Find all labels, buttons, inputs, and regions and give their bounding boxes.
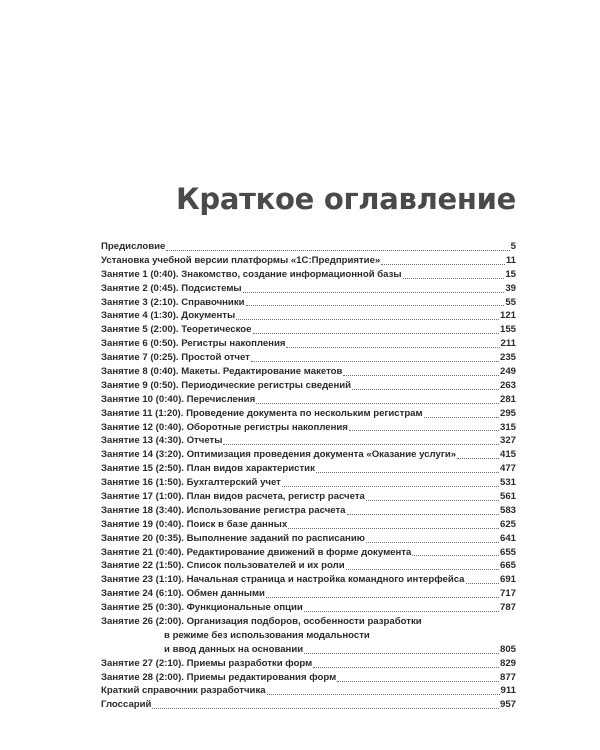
toc-entry[interactable]	[101, 504, 516, 518]
toc-entry[interactable]	[101, 282, 516, 296]
toc-entry-label: Занятие 14 (3:20). Оптимизация проведения документа «Оказание услуги»	[101, 449, 457, 461]
toc-entry-label: Предисловие	[101, 240, 166, 252]
toc-entry-page: 477	[499, 463, 516, 475]
toc-entry-page: 561	[499, 491, 516, 503]
toc-leader-dots	[366, 500, 499, 501]
toc-entry-page: 877	[499, 671, 516, 683]
toc-entry-label: Занятие 10 (0:40). Перечисления	[101, 393, 256, 405]
toc-entry-label: Занятие 13 (4:30). Отчеты	[101, 435, 223, 447]
toc-entry-label: Занятие 22 (1:50). Список пользователей и их роли	[101, 560, 345, 572]
toc-entry-label: Глоссарий	[101, 699, 152, 711]
toc-entry-label: Занятие 1 (0:40). Знакомство, создание информационной базы	[101, 268, 402, 280]
toc-entry-label: Занятие 6 (0:50). Регистры накопления	[101, 338, 286, 350]
toc-entry[interactable]	[101, 365, 516, 379]
toc-entry-label-line2: в режиме без использования модальности	[164, 629, 370, 641]
toc-entry-label: Занятие 3 (2:10). Справочники	[101, 296, 245, 308]
toc-entry-page: 315	[499, 421, 516, 433]
toc-leader-dots	[166, 250, 509, 251]
toc-leader-dots	[267, 694, 500, 695]
toc-entry-page: 655	[499, 546, 516, 558]
toc-entry-label: Занятие 16 (1:50). Бухгалтерский учет	[101, 477, 281, 489]
toc-entry-page: 39	[505, 282, 516, 294]
toc-entry-label: Занятие 24 (6:10). Обмен данными	[101, 588, 265, 600]
toc-entry-page: 665	[499, 560, 516, 572]
toc-entry-page: 263	[499, 379, 516, 391]
toc-entry[interactable]	[101, 434, 516, 448]
toc-entry-label: Занятие 15 (2:50). План видов характеристик	[101, 463, 315, 475]
toc-entry-label: Занятие 20 (0:35). Выполнение заданий по расписанию	[101, 532, 365, 544]
toc-entry-page: 911	[500, 685, 516, 697]
toc-entry-page: 11	[505, 254, 516, 266]
toc-leader-dots	[381, 264, 505, 265]
toc-leader-dots	[349, 430, 499, 431]
toc-entry-label: Занятие 2 (0:45). Подсистемы	[101, 282, 242, 294]
toc-entry[interactable]	[101, 671, 516, 685]
toc-entry-page: 415	[499, 449, 516, 461]
toc-entry-label: Занятие 21 (0:40). Редактирование движений в форме документа	[101, 546, 412, 558]
toc-entry[interactable]	[101, 615, 516, 657]
toc-leader-dots	[366, 542, 499, 543]
toc-entry-page: 295	[499, 407, 516, 419]
toc-leader-dots	[243, 292, 505, 293]
toc-entry-label: Установка учебной версии платформы «1С:Предприятие»	[101, 254, 381, 266]
toc-entry-label: Занятие 26 (2:00). Организация подборов, особенности разработки	[101, 616, 422, 628]
toc-leader-dots	[352, 389, 499, 390]
toc-leader-dots	[316, 472, 499, 473]
toc-entry-page: 691	[499, 574, 516, 586]
toc-entry[interactable]	[101, 296, 516, 310]
toc-entry-label: Занятие 12 (0:40). Оборотные регистры накопления	[101, 421, 348, 433]
toc-entry[interactable]	[101, 448, 516, 462]
toc-leader-dots	[152, 708, 499, 709]
toc-entry[interactable]	[101, 323, 516, 337]
toc-entry-label: Занятие 5 (2:00). Теоретическое	[101, 324, 252, 336]
toc-entry-label: Занятие 28 (2:00). Приемы редактирования форм	[101, 671, 337, 683]
toc-entry[interactable]	[101, 657, 516, 671]
toc-entry-page: 531	[499, 477, 516, 489]
toc-entry-page: 5	[510, 240, 516, 252]
toc-entry[interactable]	[101, 546, 516, 560]
toc-entry-page: 717	[499, 588, 516, 600]
toc-entry[interactable]	[101, 337, 516, 351]
toc-entry[interactable]	[101, 268, 516, 282]
toc-leader-dots	[343, 375, 499, 376]
toc-entry-label: Занятие 9 (0:50). Периодические регистры сведений	[101, 379, 352, 391]
toc-leader-dots	[288, 528, 499, 529]
toc-entry[interactable]	[101, 462, 516, 476]
toc-entry[interactable]	[101, 407, 516, 421]
toc-entry-label: Занятие 18 (3:40). Использование регистра расчета	[101, 504, 346, 516]
toc-entry-label: Занятие 23 (1:10). Начальная страница и настройка командного интерфейса	[101, 574, 465, 586]
toc-entry-page: 15	[505, 268, 516, 280]
toc-entry-label: Краткий справочник разработчика	[101, 685, 266, 697]
toc-leader-dots	[346, 569, 499, 570]
toc-entry-label-line3: и ввод данных на основании	[164, 643, 304, 655]
toc-entry-label: Занятие 11 (1:20). Проведение документа по нескольким регистрам	[101, 407, 423, 419]
toc-leader-dots	[246, 305, 505, 306]
toc-entry[interactable]	[101, 698, 516, 712]
toc-entry-page: 625	[499, 518, 516, 530]
toc-entry-page: 235	[499, 352, 516, 364]
toc-entry[interactable]	[101, 254, 516, 268]
toc-leader-dots	[251, 361, 499, 362]
toc-leader-dots	[403, 278, 505, 279]
toc-entry[interactable]	[101, 518, 516, 532]
toc-entry[interactable]	[101, 587, 516, 601]
toc-entry-page: 249	[499, 366, 516, 377]
toc-leader-dots	[313, 667, 499, 668]
toc-entry[interactable]	[101, 309, 516, 323]
toc-entry-page: 957	[499, 699, 516, 711]
toc-entry-page: 829	[499, 657, 516, 669]
toc-entry-page: 805	[499, 643, 516, 655]
toc-leader-dots	[466, 583, 499, 584]
toc-leader-dots	[337, 681, 499, 682]
toc-entry[interactable]	[101, 379, 516, 393]
toc-entry[interactable]	[101, 559, 516, 573]
toc-leader-dots	[424, 417, 499, 418]
toc-entry[interactable]	[101, 476, 516, 490]
toc-leader-dots	[286, 347, 499, 348]
toc-leader-dots	[457, 458, 499, 459]
toc-leader-dots	[256, 403, 499, 404]
toc-leader-dots	[304, 653, 499, 654]
toc-entry-page: 583	[499, 504, 516, 516]
toc-entry-page: 641	[499, 532, 516, 544]
toc-entry-page: 787	[499, 602, 516, 614]
toc-entry[interactable]	[101, 421, 516, 435]
toc-entry[interactable]	[101, 490, 516, 504]
toc-entry-label: Занятие 19 (0:40). Поиск в базе данных	[101, 518, 288, 530]
toc-entry[interactable]	[101, 532, 516, 546]
toc-entry[interactable]	[101, 393, 516, 407]
toc-leader-dots	[236, 319, 499, 320]
toc-entry-label: Занятие 17 (1:00). План видов расчета, регистр расчета	[101, 491, 365, 503]
toc-entry-page: 155	[499, 324, 516, 336]
toc-entry-label: Занятие 27 (2:10). Приемы разработки форм	[101, 657, 313, 669]
toc-entry-page: 281	[499, 393, 516, 405]
toc-entry-label: Занятие 7 (0:25). Простой отчет	[101, 352, 250, 364]
toc-entry-page: 211	[500, 338, 516, 350]
toc-entry[interactable]	[101, 351, 516, 365]
page-title: Краткое оглавление	[176, 182, 516, 216]
toc-entry[interactable]	[101, 240, 516, 254]
toc-leader-dots	[282, 486, 499, 487]
toc-leader-dots	[347, 514, 499, 515]
toc-leader-dots	[223, 444, 499, 445]
toc-entry[interactable]	[101, 685, 516, 699]
table-of-contents	[101, 240, 516, 712]
toc-entry-label: Занятие 8 (0:40). Макеты. Редактирование макетов	[101, 366, 343, 377]
toc-leader-dots	[412, 555, 499, 556]
toc-entry-page: 121	[499, 310, 516, 322]
toc-leader-dots	[253, 333, 499, 334]
toc-entry-page: 55	[505, 296, 516, 308]
toc-entry-label: Занятие 25 (0:30). Функциональные опции	[101, 602, 303, 614]
toc-entry-label: Занятие 4 (1:30). Документы	[101, 310, 236, 322]
toc-entry-page: 327	[499, 435, 516, 447]
toc-entry-last-row	[101, 643, 516, 657]
toc-leader-dots	[304, 611, 499, 612]
toc-leader-dots	[266, 597, 499, 598]
toc-entry[interactable]	[101, 573, 516, 587]
toc-entry[interactable]	[101, 601, 516, 615]
